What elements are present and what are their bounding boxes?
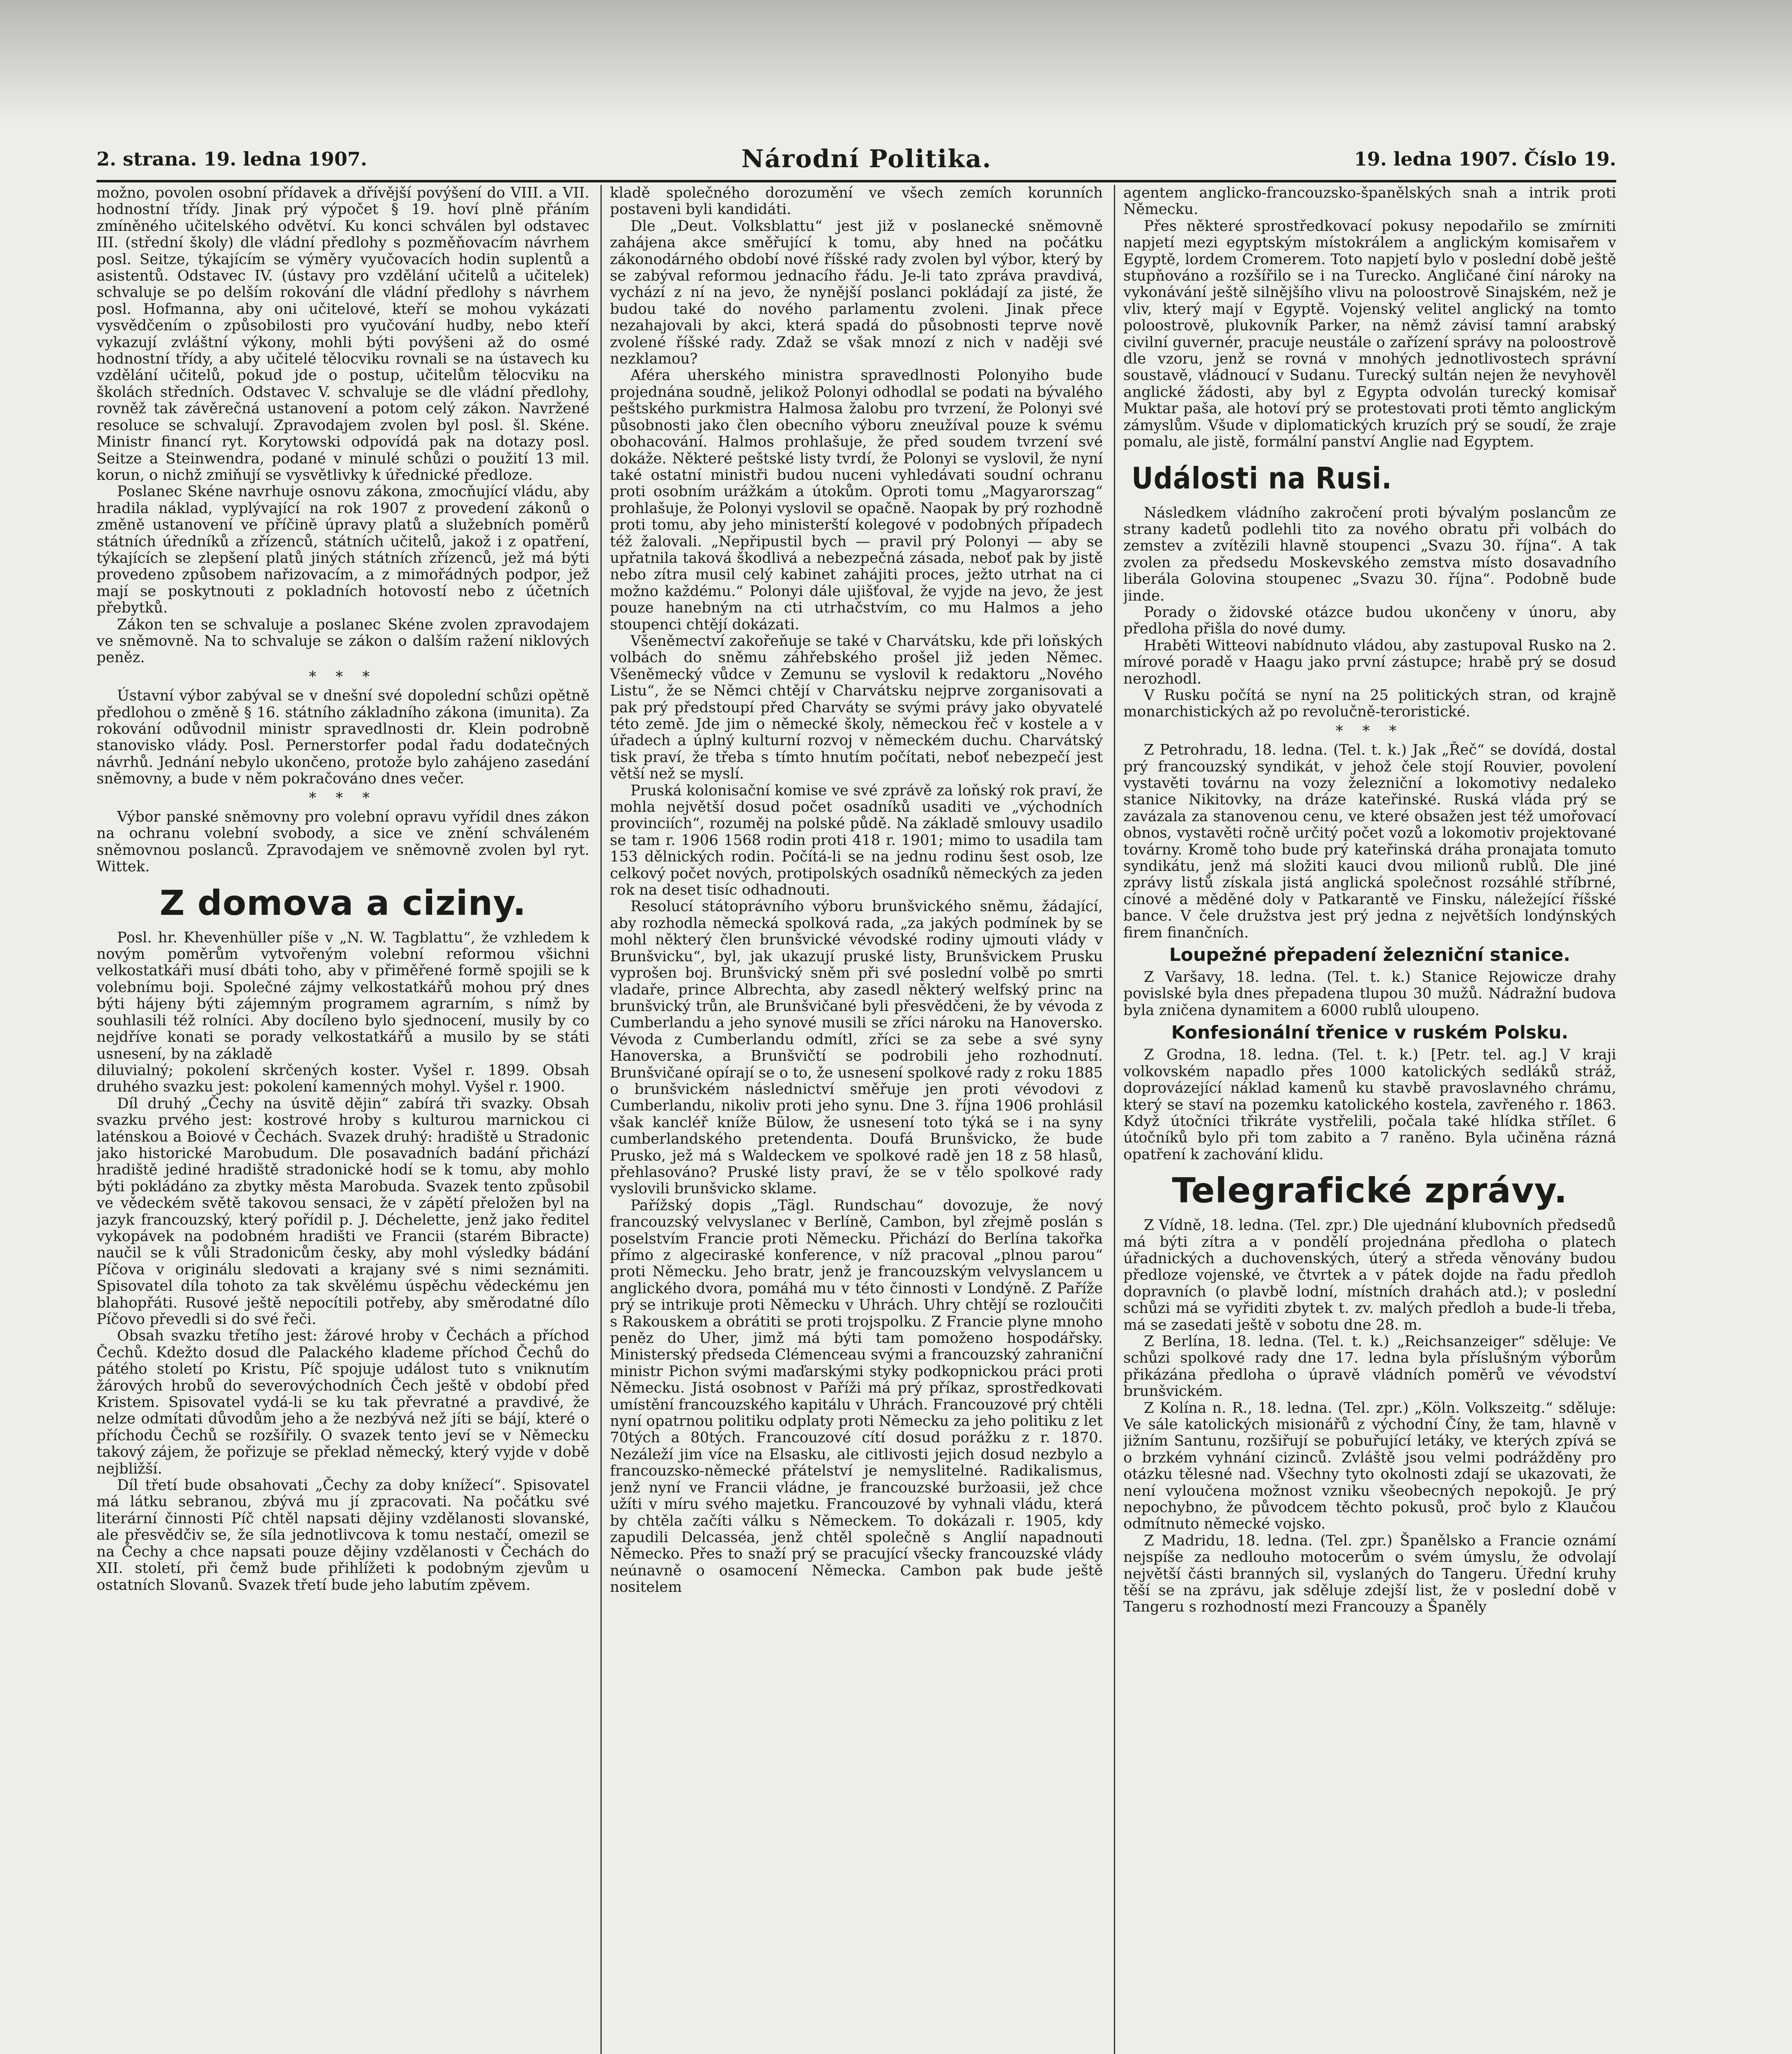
paragraph: Následkem vládního zakročení proti bývalým poslancům ze strany kadetů podlehli tito za nového obratu při volbách do zemstev a zvítězili hlavně stoupenci „Svazu 30. října“. A tak zvolen za předsedu Moskevského zemstva místo dosavadního liberála Golovina stoupenec „Svazu 30. října“. Podobně bude jinde. bbox=[1123, 504, 1616, 604]
paragraph: Z Madridu, 18. ledna. (Tel. zpr.) Španělsko a Francie oznámí nejspíše za nedlouho motocerům o svém úmyslu, že odvolají největší části branných sil, vyslaných do Tangeru. Úřední kruhy těší se na zprávu, jak sděluje zdejší list, že v poslední době v Tangeru s rozhodností mezi Francouzy a Španěly bbox=[1123, 1532, 1616, 1616]
subheading: Loupežné přepadení železniční stanice. bbox=[1169, 944, 1571, 966]
paragraph: Dle „Deut. Volksblattu“ jest již v poslanecké sněmovně zahájena akce směřující k tomu, aby hned na počátku zákonodárného období nové říšské rady zvolen byl výbor, který by se zabýval reformou jednacího řádu. Je-li tato zpráva pravdivá, vychází z ní na jevo, že nynější poslanci pokládají za jisté, že budou také do nového parlamentu zvoleni. Jinak přece nezahajovali by akci, která spadá do působnosti teprve nově zvolené říšské rady. Zdaž se však mnozí z nich v naději své nezklamou? bbox=[610, 217, 1103, 368]
column-divider bbox=[1114, 185, 1115, 2054]
paragraph: Zákon ten se schvaluje a poslanec Skéne zvolen zpravodajem ve sněmovně. Na to schvaluje se zákon o dalším ražení niklových peněz. bbox=[97, 616, 589, 666]
paragraph: Z Berlína, 18. ledna. (Tel. t. k.) „Reichsanzeiger“ sděluje: Ve schůzi spolkové rady dne 17. ledna byla příslušným výborům přikázána předloha o úpravě vládních poměrů ve vévodství brunšvickém. bbox=[1123, 1333, 1616, 1400]
separator-stars: * * * bbox=[309, 789, 377, 806]
paragraph: Pařížský dopis „Tägl. Rundschau“ dovozuje, že nový francouzský velvyslanec v Berlíně, Cambon, byl zřejmě poslán s poselstvím Francie proti Německu. Přichází do Berlína takořka přímo z algeciraské konference, v níž pracoval „plnou parou“ proti Německu. Jeho bratr, jenž je francouzským velvyslancem u anglického dvora, pomáhá mu v této činnosti v Londýně. Z Paříže prý se intrikuje proti Německu v Uhrách. Uhry chtějí se rozloučiti s Rakouskem a obrátiti se proti trojspolku. Z Francie plyne mnoho peněz do Uher, jimž má býti tam pomoženo hospodářsky. Ministerský předseda Clémenceau svými a francouzský zahraniční ministr Pichon svými maďarskými styky podkopnickou práci proti Německu. Jistá osobnost v Paříži má prý příkaz, sprostředkovati umístění francouzského kapitálu v Uhrách. Francouzové prý chtěli nyní opatrnou politiku odplaty proti Německu za jeho politiku z let 70tých a 80tých. Francouzové cítí dosud porážku z r. 1870. Nezáleží jim více na Elsasku, ale citlivosti jejich dosud nezbylo a francouzsko-německé přátelství je nemyslitelné. Radikalismus, jenž nyní ve Francii vládne, je francouzské buržoasii, jež chce užíti v míru svého majetku. Francouzové by vyhnali vládu, která by chtěla začíti válku s Německem. To dokázali r. 1905, kdy zapudili Delcasséa, jenž chtěl společně s Anglií napadnouti Německo. Přes to snaží prý se pracující všecky francouzské vlády neúnavně o osamocení Německa. Cambon pak bude ještě nositelem bbox=[610, 1197, 1103, 1596]
paragraph: možno, povolen osobní přídavek a dřívější povýšení do VIII. a VII. hodnostní třídy. Jinak prý výpočet § 19. hoví plně přáním zmíněného učitelského odvětví. Ku konci schválen byl odstavec III. (střední školy) dle vládní předlohy s pozměňovacím návrhem posl. Seitze, týkajícím se výměry vyučovacích hodin suplentů a asistentů. Odstavec IV. (ústavy pro vzdělání učitelů a učitelek) schvaluje se po delším rokování dle vládní předlohy s návrhem posl. Hofmanna, aby oni učitelové, kteří se mohou vykázati vysvědčením o způsobilosti pro vyučování hudby, nebo kteří vykazují zvláštní výkony, mohli býti povýšeni až do osmé hodnostní třídy, a aby učitelé tělocviku rovnali se na ústavech ku vzdělání učitelů, pokud jde o postup, učitelům tělocviku na školách středních. Odstavec V. schvaluje se dle vládní předlohy, rovněž tak závěrečná ustanovení a potom celý zákon. Navržené resoluce se schvalují. Zpravodajem zvolen byl posl. šl. Skéne. Ministr financí ryt. Korytowski odpovídá pak na dotazy posl. Seitze a Steinwendra, podané v minulé schůzi o použití 13 mil. korun, o nichž zmiňují se vysvětlivky k úřednické předloze. bbox=[97, 185, 589, 484]
scan-border bbox=[0, 0, 1792, 123]
subheading: Konfesionální třenice v ruském Polsku. bbox=[1171, 1022, 1569, 1043]
paragraph: Všeněmectví zakořeňuje se také v Charvátsku, kde při loňských volbách do sněmu záhřebského prošel již jeden Němec. Všeněmecký vůdce v Zemunu se vyslovil k redaktoru „Nového Listu“, že se Němci chtějí v Charvátsku nejprve zorganisovati a pak prý předstoupí před Charváty se svými právy jako obyvatelé této země. Jde jim o německé školy, německou řeč v kostele a v úřadech a úplný kulturní rozvoj v německém duchu. Charvátský tisk praví, že třeba s tímto hnutím počítati, neboť nebezpečí jest větší než se myslí. bbox=[610, 632, 1103, 783]
paragraph: diluvialný; pokolení skrčených koster. Vyšel r. 1899. Obsah druhého svazku jest: pokolení kamenných mohyl. Vyšel r. 1900. bbox=[97, 1062, 589, 1096]
paragraph: Posl. hr. Khevenhüller píše v „N. W. Tagblattu“, že vzhledem k novým poměrům vytvořeným volební reformou všichni velkostatkáři musí dbáti toho, aby v přiměřené formě spojili se k volebnímu boji. Společné zájmy velkostatkářů mohou prý dnes býti hájeny býti zájemným programem agrarním, s nímž by souhlasili též rolníci. Aby docíleno bylo sjednocení, musily by co nejdříve konati se porady velkostatkářů a musilo by se státi usnesení, by na základě bbox=[97, 929, 589, 1062]
section-title: Telegrafické zprávy. bbox=[1172, 1170, 1568, 1211]
paragraph: Resolucí státoprávního výboru brunšvického sněmu, žádající, aby rozhodla německá spolková rada, „za jakých podmínek by se mohl některý člen brunšvické vévodské rodiny ujmouti vlády v Brunšvicku“, byl, jak ukazují pruské listy, Brunšvickem Prusku vyprošen boj. Brunšvický sněm při své poslední volbě po smrti vladaře, prince Albrechta, aby zasedl některý welfský princ na brunšvický trůn, ale Brunšvičané byli přesvědčeni, že by vévoda z Cumberlandu a jeho synové musili se zříci nároku na Hanoversko. Vévoda z Cumberlandu odmítl, zříci se za sebe a své syny Hanoverska, a Brunšvičtí se podrobili jeho rozhodnutí. Brunšvičané opírají se o to, že usnesení spolkové rady z roku 1885 o brunšvickém následnictví směřuje jen proti vévodovi z Cumberlandu, nikoliv proti jeho synu. Dne 3. října 1906 prohlásil však kancléř kníže Bülow, že usnesení toto týká se i na syny cumberlandského pretendenta. Doufá Brunšvicko, že bude Prusko, jež má s Waldeckem ve spolkové radě jen 18 z 58 hlasů, přehlasováno? Pruské listy praví, že se v tělo spolkové rady vyslovili brunšvicko sklame. bbox=[610, 898, 1103, 1197]
paragraph: Aféra uherského ministra spravedlnosti Polonyiho bude projednána soudně, jelikož Polonyi odhodlal se podati na bývalého peštského purkmistra Halmosa žalobu pro tvrzení, že Polonyi své působnosti jako člen obecního výboru zneužíval pouze k svému obohacování. Halmos prohlašuje, že před soudem tvrzení své dokáže. Některé peštské listy tvrdí, že Polonyi se vyslovil, že nyní také ostatní ministři budou nuceni vyhledávati soudní ochranu proti osobním urážkám a útokům. Oproti tomu „Magyarorszag“ prohlašuje, že Polonyi vyslovil se opačně. Naopak by prý rozhodně proti tomu, aby jeho ministerští kolegové v podobných případech též žalovali. „Nepřipustil bych — pravil prý Polonyi — aby se upřatnila taková škodlivá a nebezpečná zásada, neboť pak by jistě nebo zítra musil celý kabinet zahájiti proces, ježto utrhat na ci možno každému.“ Polonyi dále ujišťoval, že vyjde na jevo, že jest pouze hanebným na cti utrhačstvím, co mu Halmos a jeho stoupenci chtějí dokázati. bbox=[610, 367, 1103, 633]
paragraph: Pruská kolonisační komise ve své zprávě za loňský rok praví, že mohla největší dosud počet osadníků usaditi ve „východních provinciích“, rozuměj na polské půdě. Na základě smlouvy usadilo se tam r. 1906 1568 rodin proti 418 r. 1901; mimo to usadila tam 153 dělnických rodin. Počítá-li se na jednu rodinu šest osob, lze celkový počet nových, protipolských osadníků německých za jeden rok na deset tisíc odhadnouti. bbox=[610, 782, 1103, 899]
header-left: 2. strana. 19. ledna 1907. bbox=[97, 148, 367, 170]
page-header bbox=[97, 145, 1616, 177]
paragraph: Poslanec Skéne navrhuje osnovu zákona, zmocňující vládu, aby hradila náklad, vyplývající na rok 1907 z provedení zákonů o změně ustanovení ve příčině úpravy platů a služebních poměrů státních úředníků a zřízenců, státních učitelů, jakož i z opatření, týkajících se zlepšení platů jiných státních zřízenců, jež má býti provedeno způsobem nařizovacím, a z mimořádných podpor, jež mají se poskytnouti z pokladních hotovostí nebo z účetních přebytků. bbox=[97, 483, 589, 617]
paragraph: Hraběti Witteovi nabídnuto vládou, aby zastupoval Rusko na 2. mírové poradě v Haagu jako první zástupce; hrabě prý se dosud nerozhodl. bbox=[1123, 637, 1616, 687]
section-title: Z domova a ciziny. bbox=[159, 882, 527, 923]
paragraph: Z Petrohradu, 18. ledna. (Tel. t. k.) Jak „Řeč“ se dovídá, dostal prý francouzský syndikát, v jehož čele stojí Rouvier, povolení vystavěti továrnu na vozy železniční a lokomotivy nedaleko stanice Nikitovky, na dráze kateřinské. Ruská vláda prý se zavázala za stanovenou cenu, ve které obsažen jest též umořovací obnos, vystavěti ročně určitý počet vozů a lokomotiv projektované továrny. Kromě toho bude prý kateřinská dráha pronajata tomuto syndikátu, jenž má složiti kauci dvou milionů rublů. Dle jiné zprávy listů získala jistá anglická společnost rozsáhlé stříbrné, cínové a měděné doly v Patkarantě ve Finsku, náležející říšské bance. V čele družstva jest prý jedna z největších londýnských firem finančních. bbox=[1123, 741, 1616, 941]
paragraph: Porady o židovské otázce budou ukončeny v únoru, aby předloha přišla do nové dumy. bbox=[1123, 603, 1616, 638]
separator-stars: * * * bbox=[309, 668, 377, 685]
paragraph: Výbor panské sněmovny pro volební opravu vyřídil dnes zákon na ochranu volební svobody, a sice ve znění schváleném sněmovnou poslanců. Zpravodajem ve sněmovně zvolen byl ryt. Wittek. bbox=[97, 808, 589, 875]
paragraph: Díl druhý „Čechy na úsvitě dějin“ zabírá tři svazky. Obsah svazku prvého jest: kostrové hroby s kulturou marnickou ci laténskou a Boiové v Čechách. Svazek druhý: hradiště u Stradonic jako historické Marobudum. Dle posavadních badání přichází hradiště jediné hradiště stradonické hodí se k tomu, aby mohlo býti pokládáno za zbytky města Marobuda. Svazek tento způsobil ve vědeckém světě takovou sensaci, že v zápětí přeložen byl na jazyk francouzský, který pořídil p. J. Déchelette, jenž jako ředitel vykopávek na podobném hradišti ve Francii (starém Bibracte) naučil se k vůli Stradonicům česky, aby mohl výsledky bádání Píčova v originálu sledovati a krajany své s nimi seznámiti. Spisovatel díla tohoto za tak skvělému úspěchu vědeckému jen blahopřáti. Rusové ještě nepocítili potřeby, aby směrodatné dílo Píčovo převedli si do své řeči. bbox=[97, 1095, 589, 1328]
paragraph: Z Varšavy, 18. ledna. (Tel. t. k.) Stanice Rejowicze drahy povislské byla dnes přepadena tlupou 30 mužů. Nádražní budova byla zničena dynamitem a 6000 rublů uloupeno. bbox=[1123, 969, 1616, 1019]
paragraph: Z Grodna, 18. ledna. (Tel. t. k.) [Petr. tel. ag.] V kraji volkovském napadlo přes 1000 katolických sedláků stráž, doprovázející náklad kamenů ku stavbě pravoslavného chrámu, který se staví na pozemku katolického kostela, zavřeného r. 1863. Když útočníci třikráte vystřelili, počala také hlídka střílet. 6 útočníků bylo při tom zabito a 7 raněno. Byla učiněna rázná opatření k zachování klidu. bbox=[1123, 1046, 1616, 1163]
header-right: 19. ledna 1907. Číslo 19. bbox=[1354, 148, 1616, 170]
paragraph: Z Kolína n. R., 18. ledna. (Tel. zpr.) „Köln. Volkszeitg.“ sděluje: Ve sále katolických misionářů z východní Číny, že tam, hlavně v jižním Santunu, rozšiřují se pobuřující letáky, ve kterých zpívá se o brzkém vyhnání cizinců. Zvláště jsou velmi podrážděny pro otázku tělesné nad. Všechny tyto okolnosti zdají se ukazovati, že není vyloučena možnost vzniku všeobecných nepokojů. Je prý nepochybno, že původcem těchto pokusů, proč bylo z Klaučou odmítnuto německé vojsko. bbox=[1123, 1399, 1616, 1533]
header-rule bbox=[97, 180, 1616, 182]
separator-stars: * * * bbox=[1336, 722, 1404, 739]
column-1 bbox=[97, 185, 589, 2054]
paragraph: Obsah svazku třetího jest: žárové hroby v Čechách a příchod Čechů. Kdežto dosud dle Palackého klademe příchod Čechů do pátého století po Kristu, Píč spojuje událost tuto s vniknutím žárových hrobů do severovýchodních Čech ještě v období před Kristem. Spisovatel vydá-li se ku tak převratné a pravdivé, že nelze odmítati důvodům jeho a že nezbývá než jíti se bájí, které o příchodu Čechů se rozšířily. O svazek tento jeví se v Německu takový zájem, že pořizuje se překlad německý, který vyjde v době nejbližší. bbox=[97, 1327, 589, 1477]
column-3 bbox=[1123, 185, 1616, 2054]
paragraph: Z Vídně, 18. ledna. (Tel. zpr.) Dle ujednání klubovních předsedů má býti zítra a v pondělí projednána předloha o platech úřadnických a duchovenských, úterý a středa věnovány budou předloze vojenské, ve čtvrtek a v pátek dojde na řadu předloh dopravních (o plavbě lodní, místních drahách atd.); v poslední schůzi má se vyřiditi zbytek t. zv. malých předloh a bude-li třeba, má se zasedati ještě v sobotu dne 28. m. bbox=[1123, 1217, 1616, 1333]
masthead: Národní Politika. bbox=[741, 145, 992, 173]
column-2 bbox=[610, 185, 1103, 2054]
paragraph: Ústavní výbor zabýval se v dnešní své dopolední schůzi opětně předlohou o změně § 16. státního základního zákona (imunita). Za rokování odůvodnil ministr spravedlnosti dr. Klein podrobně stanovisko vlády. Posl. Pernerstorfer podal řadu dodatečných návrhů. Jednání nebylo ukončeno, protože bylo zahájeno zasedání sněmovny, a bude v něm pokračováno dnes večer. bbox=[97, 687, 589, 788]
paragraph: kladě společného dorozumění ve všech zemích korunních postaveni byli kandidáti. bbox=[610, 185, 1103, 218]
paragraph: agentem anglicko-francouzsko-španělských snah a intrik proti Německu. bbox=[1123, 185, 1616, 218]
column-divider bbox=[600, 185, 602, 2054]
paragraph: V Rusku počítá se nyní na 25 politických stran, od krajně monarchistických až po revolučně-teroristické. bbox=[1123, 686, 1616, 721]
paragraph: Přes některé sprostředkovací pokusy nepodařilo se zmírniti napjetí mezi egyptským místokrálem a anglickým komisařem v Egyptě, lordem Cromerem. Toto napjetí bylo v poslední době ještě stupňováno a rozšířilo se i na Turecko. Angličané činí nároky na vykonávání ještě silnějšího vlivu na poloostrově Sinajském, než je vliv, který mají v Egyptě. Vojenský velitel anglický na tomto poloostrově, plukovník Parker, na němž závisí tamní arabský civilní guvernér, pracuje neustále o zařízení správy na poloostrově dle vzoru, jenž se rovná v mnohých jednotlivostech správní soustavě, vládnoucí v Sudanu. Turecký sultán nejen že nevyhověl anglické žádosti, aby byl z Egypta odvolán turecký komisař Muktar paša, ale hotoví prý se protestovati proti těmto anglickým zámyslům. Všude v diplomatických kruzích prý se soudí, že zraje pomalu, ale jistě, formální panství Anglie nad Egyptem. bbox=[1123, 217, 1616, 451]
paragraph: Díl třetí bude obsahovati „Čechy za doby knížecí“. Spisovatel má látku sebranou, zbývá mu jí zpracovati. Na počátku své literární činnosti Píč chtěl napsati dějiny vzdělanosti slovanské, ale přesvědčiv se, že síla jednotlivcova k tomu nestačí, omezil se na Čechy a chce napsati pouze dějiny vzdělanosti v Čechách do XII. století, při čemž bude přihlížeti k podobným zjevům u ostatních Slovanů. Svazek třetí bude jeho labutím zpěvem. bbox=[97, 1477, 589, 1593]
section-title: Události na Rusi. bbox=[1132, 461, 1392, 495]
